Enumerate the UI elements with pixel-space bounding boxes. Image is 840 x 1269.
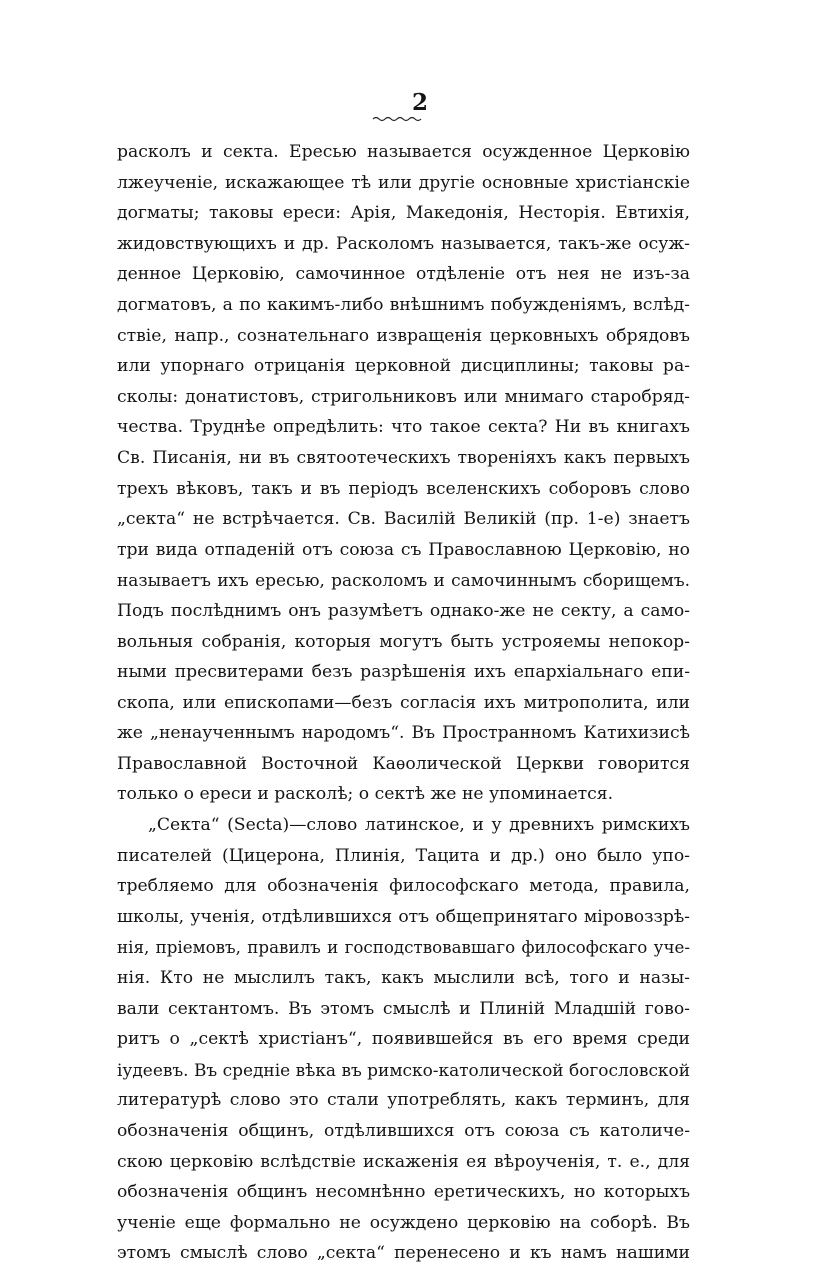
- text-line: Св. Писанія, ни въ святоотеческихъ твореніяхъ какъ первыхъ: [117, 447, 690, 468]
- text-line: Подъ послѣднимъ онъ разумѣетъ однако-же не секту, а само-: [117, 600, 690, 621]
- text-line: называетъ ихъ ересью, расколомъ и самочиннымъ сборищемъ.: [117, 570, 690, 591]
- text-line: лжеученіе, искажающее тѣ или другіе основные христіанскіе: [117, 172, 690, 193]
- text-line: вольныя собранія, которыя могутъ быть устрояемы непокор-: [117, 631, 690, 652]
- text-line: же „ненаученнымъ народомъ“. Въ Пространномъ Катихизисѣ: [117, 723, 690, 744]
- text-line: ствіе, напр., сознательнаго извращенія церковныхъ обрядовъ: [117, 325, 690, 346]
- paragraph-2: [117, 810, 690, 1269]
- text-line: этомъ смыслѣ слово „секта“ перенесено и къ намъ нашими: [117, 1243, 690, 1264]
- paragraph-1: [117, 137, 690, 810]
- page-number: 2: [411, 89, 428, 116]
- text-line: скою церковію вслѣдствіе искаженія ея вѣроученія, т. е., для: [117, 1151, 690, 1172]
- text-line: расколъ и секта. Ересью называется осужденное Церковію: [117, 142, 690, 162]
- text-line: іудеевъ. Въ средніе вѣка въ римско-католической богословской: [117, 1059, 690, 1080]
- text-line: догматы; таковы ереси: Арія, Македонія, Несторія. Евтихія,: [117, 203, 690, 224]
- text-line: ными пресвитерами безъ разрѣшенія ихъ епархіальнаго епи-: [117, 662, 690, 683]
- text-line: сколы: донатистовъ, стригольниковъ или мнимаго старобряд-: [117, 386, 690, 407]
- text-line: „секта“ не встрѣчается. Св. Василій Великій (пр. 1-е) знаетъ: [117, 509, 690, 530]
- text-line: чества. Труднѣе опредѣлить: что такое секта? Ни въ книгахъ: [117, 417, 690, 438]
- text-line: писателей (Цицерона, Плинія, Тацита и др.) оно было упо-: [117, 845, 690, 866]
- text-line: Православной Восточной Каѳолической Церкви говорится: [117, 753, 690, 774]
- text-line: ученіе еще формально не осуждено церковію на соборѣ. Въ: [117, 1212, 690, 1233]
- text-line: вали сектантомъ. Въ этомъ смыслѣ и Плиній Младшій гово-: [117, 998, 690, 1019]
- text-line: нія. Кто не мыслилъ такъ, какъ мыслили всѣ, того и назы-: [117, 968, 690, 989]
- text-line: скопа, или епископами—безъ согласія ихъ митрополита, или: [117, 692, 690, 713]
- text-line: или упорнаго отрицанія церковной дисциплины; таковы ра-: [117, 356, 690, 377]
- text-line: школы, ученія, отдѣлившихся отъ общепринятаго міровоззрѣ-: [117, 906, 690, 927]
- text-line: три вида отпаденій отъ союза съ Православною Церковію, но: [117, 539, 690, 560]
- wavy-ornament-icon: [372, 115, 422, 123]
- text-line: требляемо для обозначенія философскаго метода, правила,: [117, 876, 690, 897]
- text-line: трехъ вѣковъ, такъ и въ періодъ вселенскихъ соборовъ слово: [117, 478, 690, 499]
- text-line: догматовъ, а по какимъ-либо внѣшнимъ побужденіямъ, вслѣд-: [117, 294, 690, 315]
- text-line: только о ереси и расколѣ; о сектѣ же не упоминается.: [117, 784, 614, 805]
- text-line: литературѣ слово это стали употреблять, какъ терминъ, для: [117, 1090, 690, 1111]
- body-text: [117, 137, 690, 1269]
- text-line: жидовствующихъ и др. Расколомъ называется, такъ-же осуж-: [117, 233, 690, 254]
- text-line: ритъ о „сектѣ христіанъ“, появившейся въ его время среди: [117, 1029, 690, 1050]
- text-line: обозначенія общинъ, отдѣлившихся отъ союза съ католиче-: [117, 1121, 690, 1141]
- text-line: нія, пріемовъ, правилъ и господствовавшаго философскаго уче-: [117, 937, 690, 958]
- text-line: обозначенія общинъ несомнѣнно еретическихъ, но которыхъ: [117, 1182, 690, 1203]
- text-line: денное Церковію, самочинное отдѣленіе отъ нея не изъ-за: [117, 264, 690, 285]
- text-line: „Секта“ (Secta)—слово латинское, и у древнихъ римскихъ: [148, 815, 690, 836]
